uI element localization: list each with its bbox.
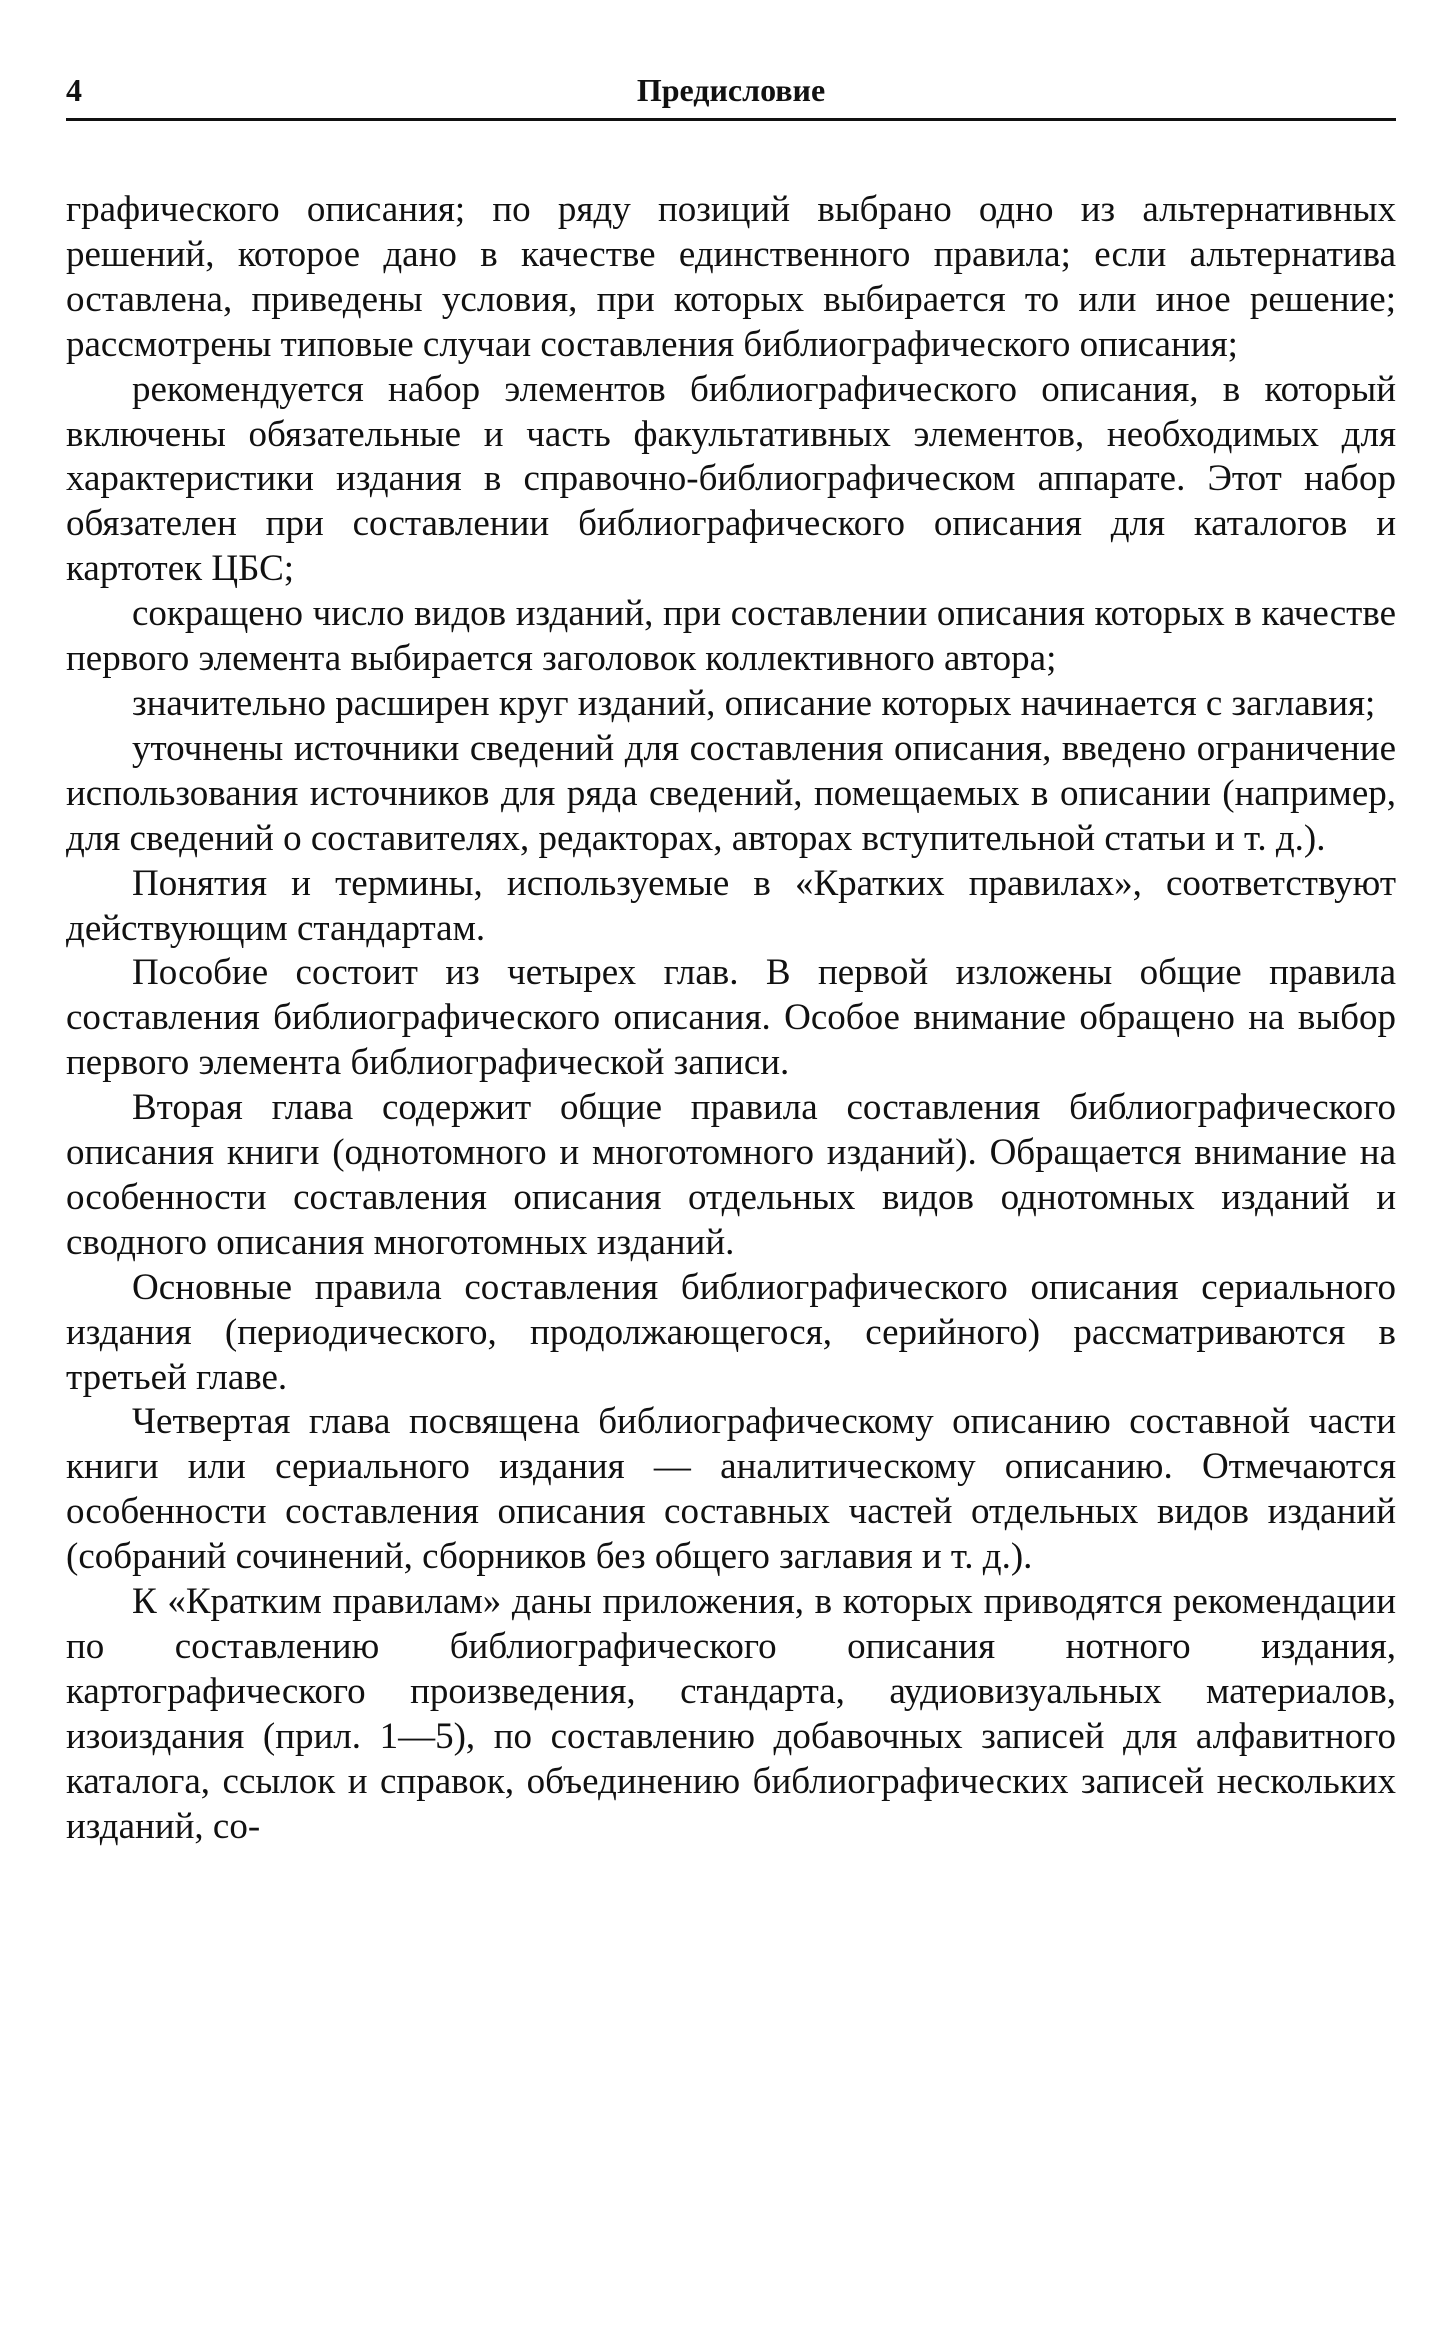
paragraph: значительно расширен круг изданий, описание которых начинается с заглавия; [132, 682, 1376, 724]
paragraph-continuation: графического описания; по ряду позиций выбрано одно из альтернативных решений, которое дано в качестве единственного правила; если альтернатива оставлена, приведены условия, при которых выбирается то или иное решение; рассмотрены типовые случаи составления библиографического описания; [66, 189, 1396, 365]
paragraph: Понятия и термины, используемые в «Кратких правилах», соответствуют действующим стандартам. [66, 862, 1396, 949]
running-title: Предисловие [636, 72, 826, 108]
page-body [66, 188, 1396, 1850]
page-header [66, 70, 1396, 120]
header-rule [66, 118, 1396, 121]
paragraph: Вторая глава содержит общие правила составления библиографического описания книги (однотомного и многотомного изданий). Обращается внимание на особенности составления описания отдельных видов однотомных изданий и сводного описания многотомных изданий. [66, 1087, 1396, 1263]
paragraph: К «Кратким правилам» даны приложения, в которых приводятся рекомендации по составлению библиографического описания нотного издания, картографического произведения, стандарта, аудиовизуальных материалов, изоиздания (прил. 1—5), по составлению добавочных записей для алфавитного каталога, ссылок и справок, объединению библиографических записей нескольких изданий, со- [66, 1581, 1396, 1847]
paragraph: сокращено число видов изданий, при составлении описания которых в качестве первого элемента выбирается заголовок коллективного автора; [66, 593, 1396, 680]
page-number: 4 [66, 72, 82, 108]
paragraph: Пособие состоит из четырех глав. В первой изложены общие правила составления библиографического описания. Особое внимание обращено на выбор первого элемента библиографической записи. [66, 952, 1396, 1084]
paragraph: уточнены источники сведений для составления описания, введено ограничение использования источников для ряда сведений, помещаемых в описании (например, для сведений о составителях, редакторах, авторах вступительной статьи и т. д.). [66, 727, 1396, 859]
paragraph: рекомендуется набор элементов библиографического описания, в который включены обязательные и часть факультативных элементов, необходимых для характеристики издания в справочно-библиографическом аппарате. Этот набор обязателен при составлении библиографического описания для каталогов и картотек ЦБС; [66, 368, 1396, 590]
paragraph: Четвертая глава посвящена библиографическому описанию составной части книги или сериального издания — аналитическому описанию. Отмечаются особенности составления описания составных частей отдельных видов изданий (собраний сочинений, сборников без общего заглавия и т. д.). [66, 1401, 1396, 1578]
paragraph: Основные правила составления библиографического описания сериального издания (периодического, продолжающегося, серийного) рассматриваются в третьей главе. [66, 1266, 1396, 1398]
